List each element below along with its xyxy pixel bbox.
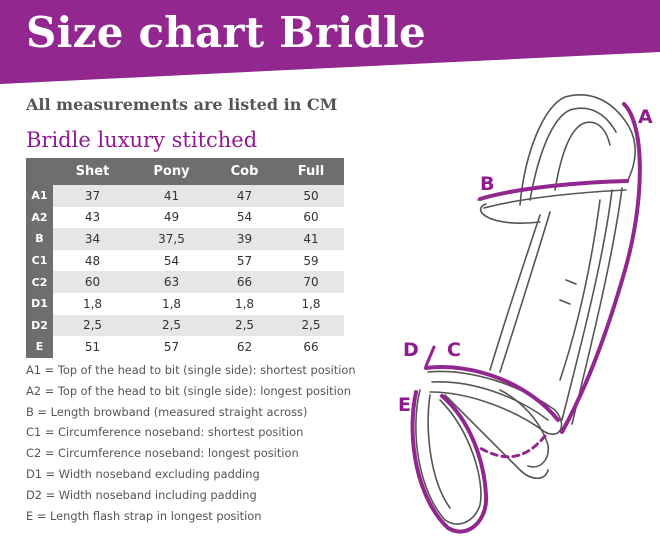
table-cell: 1,8 [132,293,211,315]
column-header: Full [278,158,344,185]
table-cell: 57 [211,250,278,272]
row-label: C2 [26,271,53,293]
table-cell: 2,5 [132,315,211,337]
column-header: Pony [132,158,211,185]
table-cell: 1,8 [278,293,344,315]
table-cell: 49 [132,207,211,229]
table-cell: 34 [53,228,132,250]
legend-item: A1 = Top of the head to bit (single side): shortest position [26,363,356,377]
table-cell: 50 [278,185,344,207]
table-row [26,228,344,250]
table-row [26,336,344,358]
bridle-illustration [416,95,635,524]
legend-item: D1 = Width noseband excluding padding [26,466,260,481]
table-cell: 63 [132,271,211,293]
row-label: A1 [26,185,53,207]
row-label: A2 [26,207,53,229]
table-row [26,271,344,293]
legend-item: C2 = Circumference noseband: longest position [26,446,299,461]
table-row [26,185,344,207]
table-cell: 43 [53,207,132,229]
header-banner [0,0,660,84]
row-label: E [26,336,53,358]
table-cell: 57 [132,336,211,358]
table-cell: 47 [211,185,278,207]
table-cell: 48 [53,250,132,272]
section-title: Bridle luxury stitched [26,128,258,152]
table-cell: 39 [211,228,278,250]
table-cell: 70 [278,271,344,293]
table-header-row [26,158,344,185]
bridle-diagram [390,88,658,538]
measurement-note: All measurements are listed in CM [26,95,338,114]
table-row [26,250,344,272]
table-cell: 66 [278,336,344,358]
table-row [26,293,344,315]
table-cell: 41 [132,185,211,207]
table-row [26,315,344,337]
table-cell: 2,5 [53,315,132,337]
table-cell: 51 [53,336,132,358]
label-d: D [403,339,419,361]
table-cell: 2,5 [278,315,344,337]
table-cell: 54 [211,207,278,229]
label-c: C [447,339,461,361]
size-table [26,158,344,358]
legend-item: E = Length flash strap in longest position [26,508,262,523]
table-cell: 60 [53,271,132,293]
legend-item: A2 = Top of the head to bit (single side): longest position [26,383,351,398]
column-header: Shet [53,158,132,185]
legend-item: C1 = Circumference noseband: shortest position [26,425,304,440]
table-cell: 2,5 [211,315,278,337]
table-cell: 54 [132,250,211,272]
legend-item: D2 = Width noseband including padding [26,487,257,502]
row-label: D1 [26,293,53,315]
page-title: Size chart Bridle [26,8,426,57]
label-b: B [480,173,495,195]
table-cell: 37,5 [132,228,211,250]
row-label: B [26,228,53,250]
table-cell: 1,8 [211,293,278,315]
table-cell: 37 [53,185,132,207]
table-row [26,207,344,229]
table-corner [26,158,53,185]
row-label: C1 [26,250,53,272]
table-cell: 62 [211,336,278,358]
table-cell: 59 [278,250,344,272]
table-cell: 41 [278,228,344,250]
table-cell: 66 [211,271,278,293]
label-a: A [638,106,653,128]
measurement-legend [26,360,356,526]
table-cell: 60 [278,207,344,229]
row-label: D2 [26,315,53,337]
label-e: E [398,394,411,416]
column-header: Cob [211,158,278,185]
table-cell: 1,8 [53,293,132,315]
legend-item: B = Length browband (measured straight across) [26,404,308,419]
